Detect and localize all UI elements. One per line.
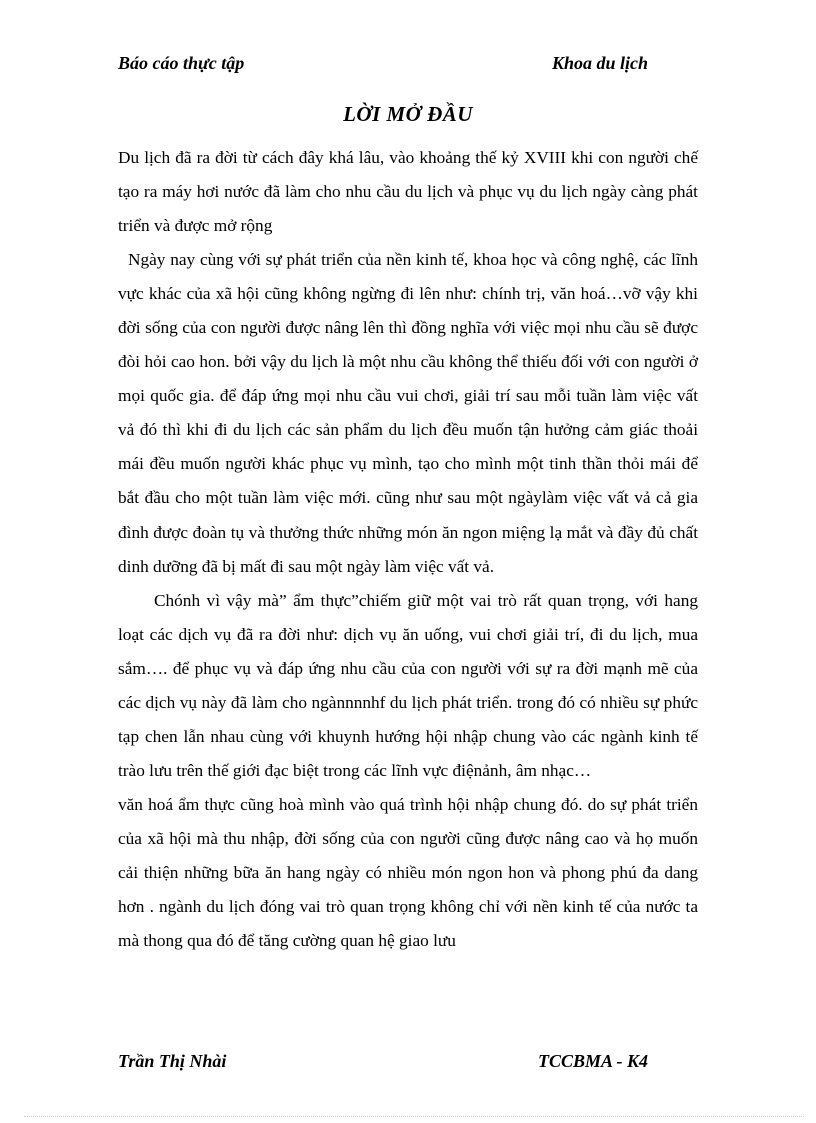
document-body xyxy=(118,141,698,958)
page-footer xyxy=(118,1051,648,1072)
paragraph-4: văn hoá ẩm thực cũng hoà mình vào quá trình hội nhập chung đó. do sự phát triển của xã hội mà thu nhập, đời sống của con người cũng được nâng cao và họ muốn cải thiện những bữa ăn hang ngày có nhiều món ngon hon và phong phú đa dang hơn . ngành du lịch đóng vai trò quan trọng không chỉ với nền kinh tế của nước ta mà thong qua đó để tăng cường quan hệ giao lưu xyxy=(118,794,698,951)
page-bottom-edge xyxy=(24,1116,804,1117)
header-report-title: Báo cáo thực tập xyxy=(118,53,245,73)
page-header xyxy=(118,53,648,74)
footer-author: Trần Thị Nhài xyxy=(118,1051,227,1071)
paragraph-2: Ngày nay cùng với sự phát triển của nền kinh tế, khoa học và công nghệ, các lĩnh vực khác của xã hội cũng không ngừng đi lên như: chính trị, văn hoá…vỡ vậy khi đời sống của con người được nâng lên thì đồng nghĩa với việc mọi nhu cầu sẽ được đòi hỏi cao hon. bởi vậy du lịch là một nhu cầu không thể thiếu đối với con người ở mọi quốc gia. để đáp ứng mọi nhu cầu vui chơi, giải trí sau mỗi tuần làm việc vất vả đó thì khi đi du lịch các sản phẩm du lịch đều muốn tận hưởng cảm giác thoải mái đều muốn người khác phục vụ mình, tạo cho mình một tinh thần thỏi mái để bắt đầu cho một tuần làm việc mới. cũng như sau một ngàylàm việc vất vả cả gia đình được đoàn tụ và thưởng thức những món ăn ngon miệng lạ mắt và đầy đủ chất dinh dưỡng đã bị mất đi sau một ngày làm việc vất vả. xyxy=(118,250,698,576)
paragraph-1: Du lịch đã ra đời từ cách đây khá lâu, vào khoảng thế kỷ XVIII khi con người chế tạo ra máy hơi nước đã làm cho nhu cầu du lịch và phục vụ du lịch ngày càng phát triển và được mở rộng xyxy=(118,148,698,236)
header-department: Khoa du lịch xyxy=(551,53,648,73)
footer-class-code: TCCBMA - K4 xyxy=(537,1051,648,1071)
paragraph-3: Chónh vì vậy mà” ẩm thực”chiếm giữ một vai trò rất quan trọng, với hang loạt các dịch vụ đã ra đời như: dịch vụ ăn uống, vui chơi giải trí, đi du lịch, mua sắm…. để phục vụ và đáp ứng nhu cầu của con người với sự ra đời mạnh mẽ của các dịch vụ này đã làm cho ngànnnnhf du lịch phát triển. trong đó có nhiều sự phức tạp chen lẫn nhau cùng với khuynh hướng hội nhập chung vào các ngành kinh tế trào lưu trên thế giới đạc biệt trong các lĩnh vực điệnảnh, âm nhạc… xyxy=(118,590,698,780)
page-title: LỜI MỞ ĐẦU xyxy=(343,102,473,126)
